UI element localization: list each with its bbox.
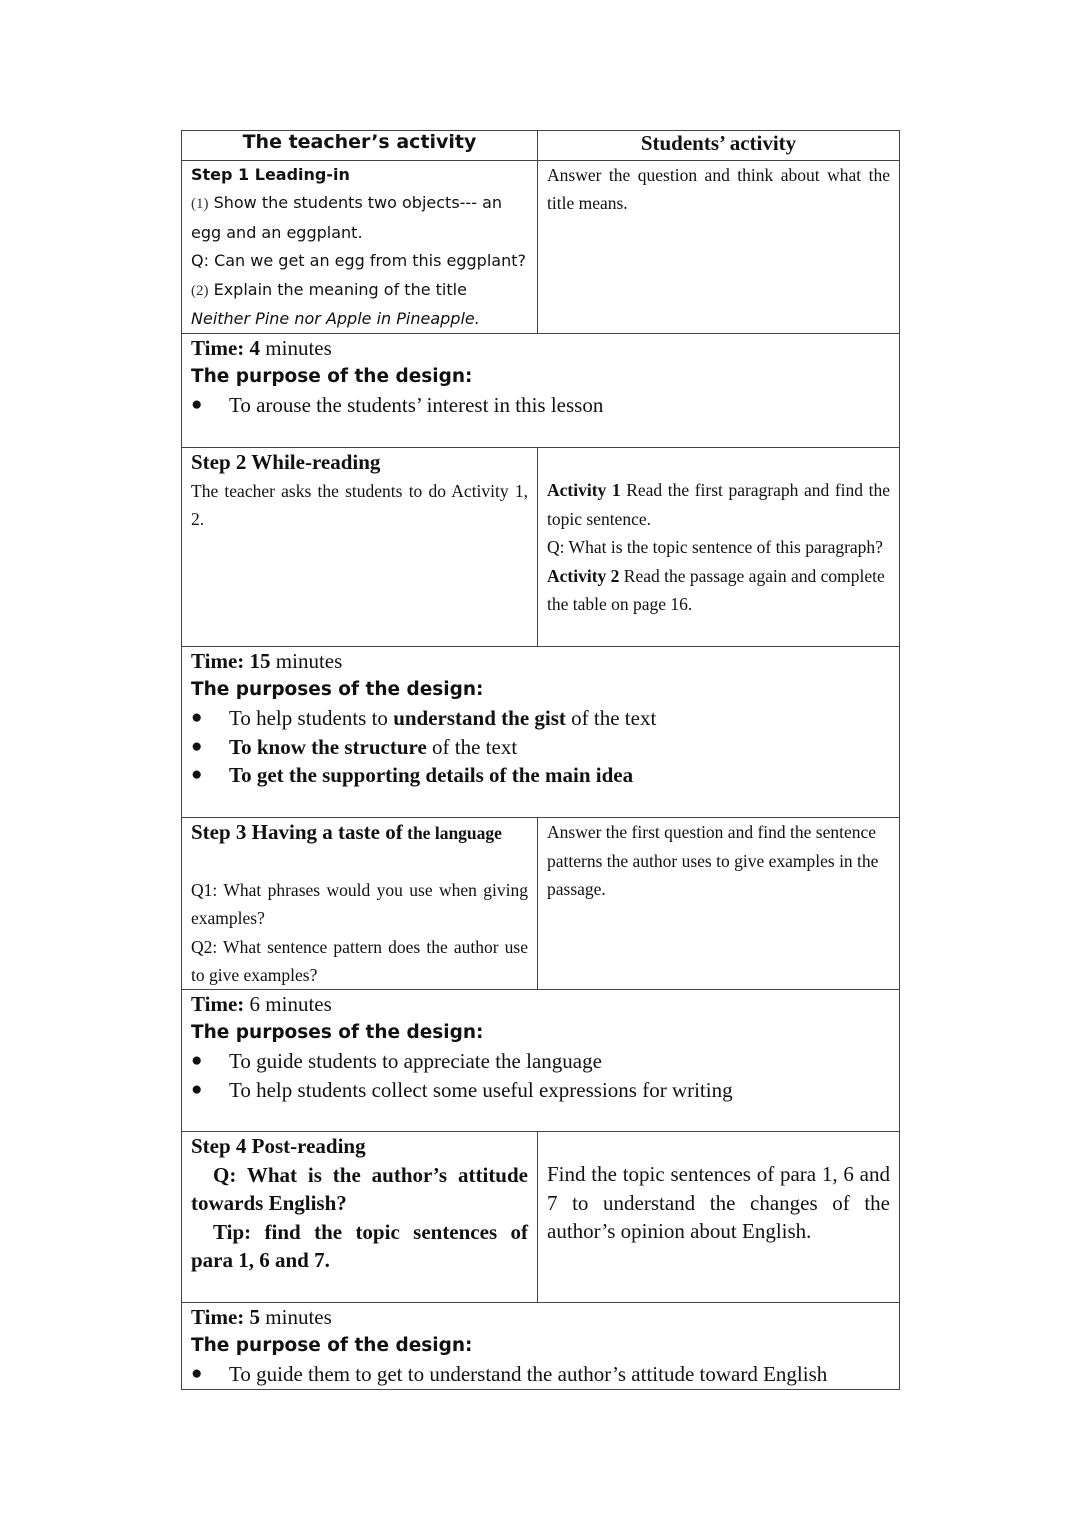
step1-item1: Show the students two objects--- an egg and an eggplant.: [191, 193, 503, 242]
step4-time-number: 5: [249, 1305, 261, 1330]
step3-title: Step 3 Having a taste of: [191, 820, 403, 845]
step4-students-text: Find the topic sentences of para 1, 6 and 7 to understand the changes of the author’s opinion about English.: [547, 1162, 890, 1244]
header-row: [182, 131, 900, 161]
step1-time-number: 4: [249, 336, 261, 361]
step2-purpose-item: ● To know the structure of the text: [191, 734, 518, 759]
activity2-label: Activity 2: [547, 565, 620, 586]
step1-design-cell: [182, 334, 900, 448]
step4-students-cell: [538, 1132, 900, 1303]
step2-purpose-item: ● To help students to understand the gist of the text: [191, 706, 657, 731]
students-activity-header: Students’ activity: [538, 131, 900, 161]
step4-tip: Tip: find the topic sentences of para 1, 6 and 7.: [191, 1219, 528, 1273]
step4-time-label: Time:: [191, 1305, 245, 1330]
activity2-text: Read the passage again and complete the table on page 16.: [547, 565, 885, 615]
step1-students-cell: [538, 161, 900, 334]
step1-item1-number: (1): [191, 196, 209, 213]
step1-design-row: [182, 334, 900, 448]
step1-row: [182, 161, 900, 334]
step2-design-cell: [182, 647, 900, 818]
step2-row: [182, 448, 900, 647]
step3-design-cell: [182, 990, 900, 1132]
step2-title: Step 2 While-reading: [191, 450, 381, 475]
step1-purpose-item: ● To arouse the students’ interest in this lesson: [191, 393, 604, 418]
step4-time-unit: minutes: [265, 1305, 332, 1330]
step4-row: [182, 1132, 900, 1303]
step1-title: Step 1 Leading-in: [191, 165, 350, 184]
step1-students-text: Answer the question and think about what the title means.: [547, 165, 890, 214]
step3-time-value: 6 minutes: [249, 992, 332, 1017]
step1-title-italic: Neither Pine nor Apple in Pineapple.: [191, 309, 480, 329]
step1-purpose-label: The purpose of the design:: [191, 365, 473, 387]
step2-purpose-item: ● To get the supporting details of the main idea: [191, 763, 634, 788]
step3-row: [182, 818, 900, 990]
step3-students-cell: [538, 818, 900, 990]
step1-teacher-cell: [182, 161, 538, 334]
step3-q2: Q2: What sentence pattern does the author use to give examples?: [191, 936, 528, 986]
step3-teacher-cell: [182, 818, 538, 990]
step2-students-cell: [538, 448, 900, 647]
step3-time-label: Time:: [191, 992, 245, 1017]
step1-item2-number: (2): [191, 282, 209, 299]
step4-purpose-label: The purpose of the design:: [191, 1334, 473, 1356]
step3-title-small: the language: [407, 823, 502, 844]
step2-time-number: 15: [249, 649, 271, 674]
step4-design-row: [182, 1303, 900, 1389]
activity1-text: Read the first paragraph and find the topic sentence.: [547, 480, 890, 529]
step2-time-label: Time:: [191, 649, 245, 674]
step4-question: Q: What is the author’s attitude towards English?: [191, 1162, 528, 1216]
activity1-label: Activity 1: [547, 480, 621, 501]
step2-time-unit: minutes: [275, 649, 343, 674]
step3-students-text: Answer the first question and find the sentence patterns the author uses to give examples in the passage.: [547, 822, 879, 900]
step2-design-row: [182, 647, 900, 818]
step1-time-unit: minutes: [265, 336, 332, 361]
activity1-question: Q: What is the topic sentence of this paragraph?: [547, 537, 883, 558]
step3-purpose-item: ● To guide students to appreciate the language: [191, 1049, 602, 1074]
step4-title: Step 4 Post-reading: [191, 1134, 366, 1159]
step1-time-label: Time:: [191, 336, 245, 361]
step2-teacher-cell: [182, 448, 538, 647]
step4-purpose-item: ● To guide them to get to understand the author’s attitude toward English: [191, 1362, 828, 1387]
step1-question: Q: Can we get an egg from this eggplant?: [191, 251, 526, 271]
step3-purpose-label: The purposes of the design:: [191, 1021, 484, 1043]
step3-q1: Q1: What phrases would you use when giving examples?: [191, 879, 528, 929]
step2-purpose-label: The purposes of the design:: [191, 678, 484, 700]
step4-design-cell: [182, 1303, 900, 1389]
step1-item2: Explain the meaning of the title: [213, 279, 467, 299]
step2-teacher-text: The teacher asks the students to do Activity 1, 2.: [191, 480, 528, 530]
lesson-plan-table: [181, 130, 900, 1390]
teacher-activity-header: The teacher’s activity: [182, 131, 538, 161]
step4-teacher-cell: [182, 1132, 538, 1303]
step3-purpose-item: ● To help students collect some useful expressions for writing: [191, 1077, 733, 1102]
step3-design-row: [182, 990, 900, 1132]
